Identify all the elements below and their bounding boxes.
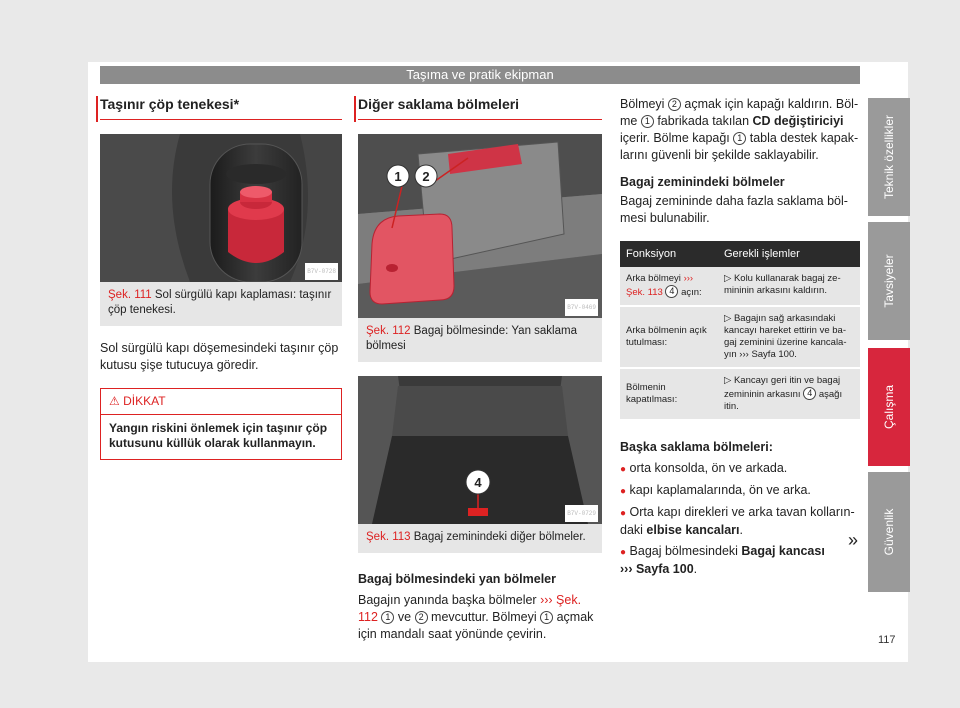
page-number: 117 bbox=[878, 634, 896, 646]
table-cell bbox=[718, 368, 860, 420]
tab-technical-specs[interactable] bbox=[868, 98, 910, 216]
text: açmak için mandalı saat yönünde çevirin. bbox=[358, 610, 594, 641]
table-header-row bbox=[620, 241, 860, 267]
warning-text: Yangın riskini önlemek için taşınır çöp kutusunu küllük olarak kullanmayın. bbox=[109, 421, 328, 450]
list-item bbox=[620, 543, 860, 578]
figure-label: Şek. 111 bbox=[108, 289, 152, 301]
text: Arka bölmeyi bbox=[626, 273, 684, 284]
figure-label: Şek. 113 bbox=[366, 531, 411, 543]
number-badge: 2 bbox=[668, 98, 681, 111]
list-item bbox=[620, 460, 860, 478]
bullet-list bbox=[620, 460, 860, 578]
column-header: Fonksiyon bbox=[620, 241, 718, 267]
paragraph bbox=[620, 96, 860, 164]
text: içerir. Bölme kapağı bbox=[620, 131, 734, 145]
tab-label: Çalışma bbox=[882, 384, 896, 430]
text: Orta kapı direkleri ve arka tavan kollarındaki bbox=[620, 505, 855, 537]
column-continued bbox=[620, 96, 860, 578]
text: orta konsolda, ön ve arkada. bbox=[629, 461, 788, 475]
tab-label: Teknik özellikler bbox=[882, 114, 896, 200]
paragraph: Sol sürgülü kapı döşemesindeki taşınır çöp kutusu şişe tutucuya göredir. bbox=[100, 341, 339, 372]
callout-2: 2 bbox=[422, 169, 430, 184]
continue-arrow-icon: » bbox=[848, 530, 859, 550]
tab-recommendations[interactable] bbox=[868, 222, 910, 340]
column-header: Gerekli işlemler bbox=[718, 241, 860, 267]
figure-code: B7V-0729 bbox=[565, 505, 598, 522]
table-cell: Bölmenin kapatılması: bbox=[620, 368, 718, 420]
operations-table bbox=[620, 241, 860, 421]
text: tabla destek kapaklarını güvenli bir şekilde saklayabilir. bbox=[620, 131, 859, 162]
figure-caption-text: Sol sürgülü kapı kaplaması: taşınır çöp tenekesi. bbox=[108, 289, 332, 316]
text: kapı kaplamalarında, ön ve arka. bbox=[629, 483, 811, 497]
bold-text: Bagaj kancası bbox=[741, 544, 825, 558]
callout-1: 1 bbox=[394, 169, 402, 184]
bullet-icon: ● bbox=[620, 464, 627, 475]
text: Bölmeyi bbox=[620, 97, 668, 111]
cross-reference-link[interactable]: ››› Sayfa 100 bbox=[620, 562, 694, 576]
bold-text: CD değiştiriciyi bbox=[752, 114, 844, 128]
table-cell bbox=[620, 267, 718, 306]
number-badge: 1 bbox=[381, 611, 394, 624]
figure-label: Şek. 112 bbox=[366, 325, 411, 337]
figure-caption bbox=[358, 524, 602, 553]
text: aşağı itin. bbox=[724, 389, 843, 412]
text: açın: bbox=[678, 287, 702, 298]
bold-text: elbise kancaları bbox=[646, 523, 740, 537]
floor-compartment-illustration bbox=[358, 376, 602, 524]
table-cell: ▷ Kolu kullanarak bagaj zemininin arkasını kaldırın. bbox=[718, 267, 860, 306]
text: açmak için kapağı kaldırın. Bölme bbox=[620, 97, 859, 128]
number-badge: 1 bbox=[540, 611, 553, 624]
tab-operation[interactable] bbox=[868, 348, 910, 466]
header-banner: Taşıma ve pratik ekipman bbox=[100, 66, 860, 84]
table-row bbox=[620, 306, 860, 368]
list-item bbox=[620, 482, 860, 500]
warning-header bbox=[101, 389, 341, 415]
figure-caption-text: Bagaj zeminindeki diğer bölmeler. bbox=[413, 531, 586, 543]
table-row bbox=[620, 368, 860, 420]
number-badge: 4 bbox=[665, 285, 678, 298]
tab-safety[interactable] bbox=[868, 472, 910, 592]
subheading-other-compartments: Başka saklama bölmeleri: bbox=[620, 440, 773, 454]
table-row bbox=[620, 267, 860, 306]
warning-icon: ⚠ bbox=[109, 394, 120, 408]
trash-bin-illustration bbox=[100, 134, 342, 282]
section-heading-storage: Diğer saklama bölmeleri bbox=[358, 96, 602, 120]
text: ▷ Kancayı geri itin ve bagaj zemininin arkasını bbox=[724, 375, 841, 400]
warning-title: DİKKAT bbox=[123, 394, 166, 408]
figure-caption bbox=[358, 318, 602, 362]
bullet-icon: ● bbox=[620, 486, 627, 497]
table-cell: Arka bölmenin açık tutulması: bbox=[620, 306, 718, 368]
number-badge: 4 bbox=[803, 387, 816, 400]
bullet-icon: ● bbox=[620, 508, 627, 519]
subheading-side-compartments: Bagaj bölmesindeki yan bölmeler bbox=[358, 572, 556, 586]
text: ve bbox=[394, 610, 415, 624]
cross-reference-link[interactable]: ››› Şek. 113 bbox=[626, 273, 694, 298]
subheading-floor-compartments: Bagaj zeminindeki bölmeler bbox=[620, 175, 785, 189]
side-compartment-illustration bbox=[358, 134, 602, 318]
text: mevcuttur. Bölmeyi bbox=[427, 610, 541, 624]
figure-code: B7V-0469 bbox=[565, 299, 598, 316]
number-badge: 1 bbox=[733, 132, 746, 145]
list-item bbox=[620, 504, 860, 539]
tab-label: Tavsiyeler bbox=[882, 254, 896, 308]
number-badge: 1 bbox=[641, 115, 654, 128]
bullet-icon: ● bbox=[620, 547, 627, 558]
paragraph bbox=[358, 592, 602, 643]
figure-caption-text: Bagaj bölmesinde: Yan saklama bölmesi bbox=[366, 325, 577, 352]
figure-111 bbox=[100, 134, 342, 282]
section-heading-trash-bin: Taşınır çöp tenekesi* bbox=[100, 96, 342, 120]
figure-112 bbox=[358, 134, 602, 318]
warning-box bbox=[100, 388, 342, 460]
figure-113 bbox=[358, 376, 602, 524]
text: . bbox=[739, 523, 744, 537]
callout-4: 4 bbox=[474, 475, 482, 490]
figure-code: B7V-0728 bbox=[305, 263, 338, 280]
column-storage bbox=[358, 96, 602, 643]
text: Bagajın yanında başka bölmeler bbox=[358, 593, 541, 607]
text: . bbox=[693, 562, 698, 576]
figure-caption bbox=[100, 282, 342, 326]
tab-label: Güvenlik bbox=[882, 508, 896, 556]
column-trash-bin bbox=[100, 96, 342, 460]
text: fabrikada takılan bbox=[653, 114, 753, 128]
number-badge: 2 bbox=[415, 611, 428, 624]
paragraph: Bagaj zemininde daha fazla saklama bölmesi bulunabilir. bbox=[620, 194, 848, 225]
table-cell: ▷ Bagajın sağ arkasındaki kancayı hareket ettirin ve bagaj zeminini üzerine kancalayın ››› Sayfa 100. bbox=[718, 306, 860, 368]
text: Bagaj bölmesindeki bbox=[629, 544, 742, 558]
cross-reference-link[interactable]: ››› Şek. 112 bbox=[358, 593, 582, 624]
